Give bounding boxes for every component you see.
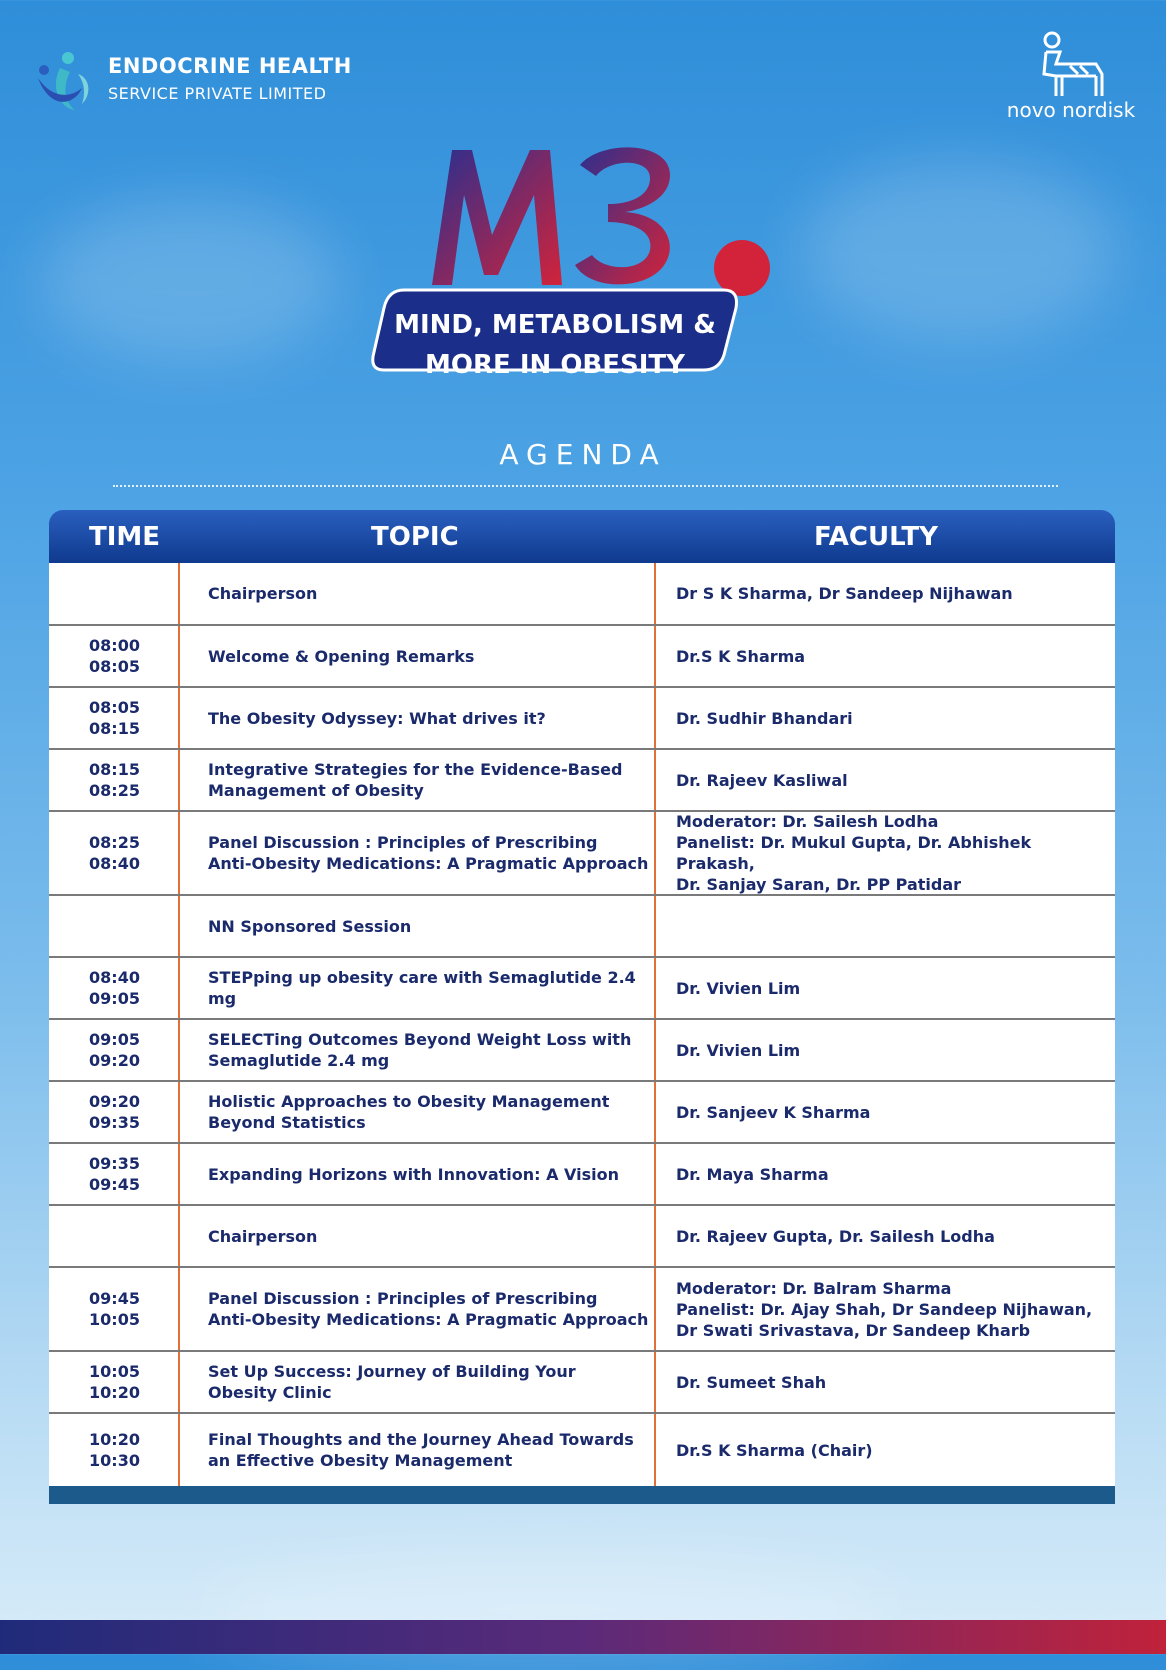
start-time: 08:40 (89, 968, 140, 987)
topic-text: Expanding Horizons with Innovation: A Vision (208, 1164, 620, 1184)
topic-text: Anti-Obesity Medications: A Pragmatic Approach (208, 854, 649, 873)
table-row (49, 1414, 1115, 1486)
table-row (49, 1206, 1115, 1268)
table-row (49, 626, 1115, 688)
topic-text: NN Sponsored Session (208, 916, 412, 936)
faculty-text: Dr. Sumeet Shah (676, 1372, 827, 1392)
topic-text: an Effective Obesity Management (208, 1451, 513, 1470)
topic-cell (208, 1144, 658, 1204)
table-row (49, 896, 1115, 958)
time-cell (49, 896, 180, 956)
end-time: 09:45 (89, 1175, 140, 1194)
faculty-text: Dr. Sudhir Bhandari (676, 708, 853, 728)
faculty-cell (676, 1414, 1106, 1486)
faculty-text: Dr. Vivien Lim (676, 978, 801, 998)
topic-text: Integrative Strategies for the Evidence-Based (208, 760, 623, 779)
apis-bull-icon (1026, 30, 1116, 100)
start-time: 09:20 (89, 1092, 140, 1111)
end-time: 08:40 (89, 854, 140, 873)
end-time: 08:25 (89, 781, 140, 800)
topic-cell (208, 688, 658, 748)
end-time: 09:20 (89, 1051, 140, 1070)
table-row (49, 1020, 1115, 1082)
faculty-text: Dr. Maya Sharma (676, 1164, 829, 1184)
faculty-text: Dr S K Sharma, Dr Sandeep Nijhawan (676, 584, 1013, 603)
time-cell (49, 688, 180, 748)
topic-text: Welcome & Opening Remarks (208, 646, 475, 666)
time-cell (49, 626, 180, 686)
event-subtitle-line2: MORE IN OBESITY (425, 350, 685, 380)
time-cell (49, 1144, 180, 1204)
sponsor-brand-name: novo nordisk (1006, 98, 1136, 122)
column-header-topic: TOPIC (371, 522, 459, 552)
faculty-cell (676, 563, 1106, 624)
topic-text: Anti-Obesity Medications: A Pragmatic Approach (208, 1310, 649, 1329)
topic-text: Beyond Statistics (208, 1113, 366, 1132)
faculty-text: Dr. Vivien Lim (676, 1040, 801, 1060)
table-row (49, 750, 1115, 812)
topic-cell (208, 958, 658, 1018)
topic-text: Panel Discussion : Principles of Prescribing (208, 1289, 598, 1308)
topic-text: Panel Discussion : Principles of Prescribing (208, 833, 598, 852)
start-time: 09:05 (89, 1030, 140, 1049)
table-row (49, 563, 1115, 626)
faculty-text: Dr. Rajeev Gupta, Dr. Sailesh Lodha (676, 1226, 995, 1246)
time-cell (49, 958, 180, 1018)
faculty-text: Dr. Sanjeev K Sharma (676, 1102, 871, 1122)
endocrine-health-logo (30, 48, 350, 118)
faculty-cell (676, 626, 1106, 686)
start-time: 08:15 (89, 760, 140, 779)
faculty-cell (676, 750, 1106, 810)
time-cell (49, 1020, 180, 1080)
faculty-cell (676, 896, 1106, 956)
topic-text: Set Up Success: Journey of Building Your (208, 1362, 576, 1381)
table-row (49, 1268, 1115, 1352)
end-time: 10:20 (89, 1383, 140, 1402)
table-row (49, 1144, 1115, 1206)
topic-cell (208, 896, 658, 956)
start-time: 08:25 (89, 833, 140, 852)
faculty-cell (676, 1268, 1106, 1350)
end-time: 08:05 (89, 657, 140, 676)
topic-text: Final Thoughts and the Journey Ahead Towards (208, 1430, 634, 1449)
topic-text: STEPping up obesity care with Semaglutide 2.4 mg (208, 968, 636, 1008)
time-cell (49, 563, 180, 624)
faculty-cell (676, 812, 1106, 894)
agenda-heading: AGENDA (499, 438, 667, 471)
divider (113, 485, 1058, 487)
faculty-cell (676, 1082, 1106, 1142)
topic-cell (208, 1414, 658, 1486)
start-time: 10:20 (89, 1430, 140, 1449)
topic-cell (208, 626, 658, 686)
table-row (49, 1082, 1115, 1144)
time-cell (49, 1414, 180, 1486)
table-body (49, 563, 1115, 1486)
topic-cell (208, 812, 658, 894)
faculty-cell (676, 1144, 1106, 1204)
topic-text: Semaglutide 2.4 mg (208, 1051, 390, 1070)
start-time: 09:45 (89, 1289, 140, 1308)
faculty-cell (676, 688, 1106, 748)
endocrine-health-mark-icon (30, 48, 100, 118)
end-time: 09:35 (89, 1113, 140, 1132)
topic-cell (208, 1206, 658, 1266)
org-name: ENDOCRINE HEALTH (108, 54, 352, 78)
end-time: 09:05 (89, 989, 140, 1008)
end-time: 10:05 (89, 1310, 140, 1329)
end-time: 08:15 (89, 719, 140, 738)
event-subtitle-line1: MIND, METABOLISM & (394, 310, 716, 340)
table-row (49, 688, 1115, 750)
table-row (49, 958, 1115, 1020)
time-cell (49, 1352, 180, 1412)
topic-text: SELECTing Outcomes Beyond Weight Loss with (208, 1030, 632, 1049)
topic-cell (208, 1082, 658, 1142)
time-cell (49, 1268, 180, 1350)
table-row (49, 1352, 1115, 1414)
cloud-decoration (800, 160, 1120, 340)
end-time: 10:30 (89, 1451, 140, 1470)
agenda-table (49, 510, 1115, 1504)
faculty-cell (676, 958, 1106, 1018)
faculty-cell (676, 1206, 1106, 1266)
faculty-text: Moderator: Dr. Balram Sharma (676, 1278, 952, 1298)
table-header (49, 510, 1115, 563)
time-cell (49, 1206, 180, 1266)
faculty-cell (676, 1020, 1106, 1080)
faculty-text: Dr. Sanjay Saran, Dr. PP Patidar (676, 875, 962, 894)
faculty-text: Dr.S K Sharma (676, 646, 806, 666)
event-logo (370, 140, 800, 400)
topic-text: Management of Obesity (208, 781, 424, 800)
novo-nordisk-logo (1006, 30, 1136, 122)
topic-cell (208, 1268, 658, 1350)
table-row (49, 812, 1115, 896)
faculty-text: Panelist: Dr. Mukul Gupta, Dr. Abhishek Prakash, (676, 833, 1032, 873)
cloud-decoration (40, 200, 340, 360)
column-header-faculty: FACULTY (814, 522, 938, 552)
topic-text: Holistic Approaches to Obesity Management (208, 1092, 610, 1111)
start-time: 10:05 (89, 1362, 140, 1381)
faculty-text: Dr Swati Srivastava, Dr Sandeep Kharb (676, 1320, 1031, 1340)
faculty-text: Dr. Rajeev Kasliwal (676, 770, 848, 790)
column-header-time: TIME (89, 522, 161, 552)
faculty-cell (676, 1352, 1106, 1412)
table-footer-bar (49, 1486, 1115, 1504)
topic-cell (208, 1352, 658, 1412)
start-time: 09:35 (89, 1154, 140, 1173)
topic-text: The Obesity Odyssey: What drives it? (208, 708, 546, 728)
faculty-text: Dr.S K Sharma (Chair) (676, 1440, 873, 1460)
bottom-gradient-bar (0, 1620, 1166, 1654)
org-subtitle: SERVICE PRIVATE LIMITED (108, 84, 327, 103)
time-cell (49, 1082, 180, 1142)
topic-text: Obesity Clinic (208, 1383, 332, 1402)
topic-text: Chairperson (208, 1226, 318, 1246)
topic-cell (208, 563, 658, 624)
start-time: 08:05 (89, 698, 140, 717)
time-cell (49, 812, 180, 894)
topic-cell (208, 1020, 658, 1080)
time-cell (49, 750, 180, 810)
faculty-text: Panelist: Dr. Ajay Shah, Dr Sandeep Nijhawan, (676, 1299, 1093, 1319)
start-time: 08:00 (89, 636, 140, 655)
topic-cell (208, 750, 658, 810)
faculty-text: Moderator: Dr. Sailesh Lodha (676, 812, 939, 831)
topic-text: Chairperson (208, 584, 318, 603)
